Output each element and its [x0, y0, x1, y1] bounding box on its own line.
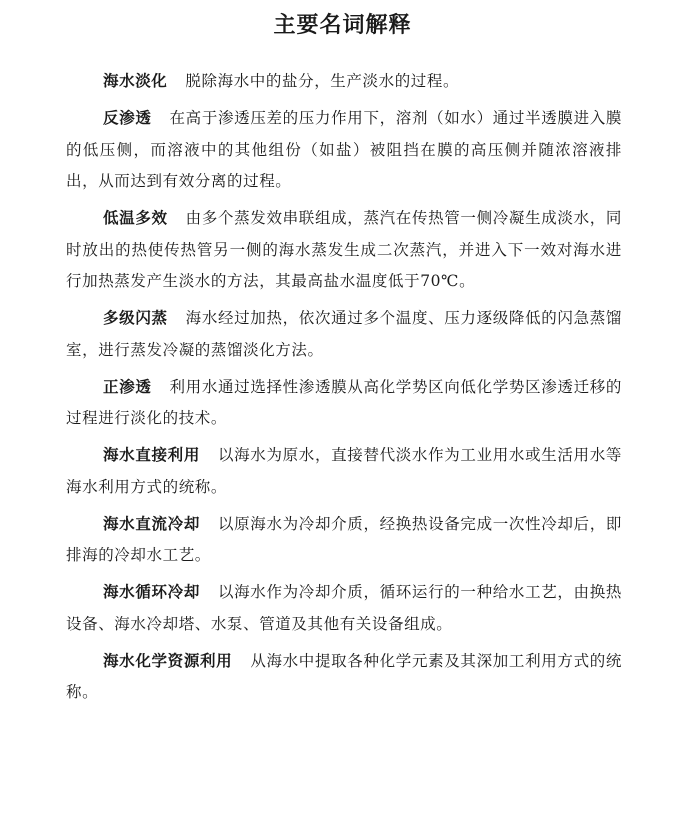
entry-definition: 以海水作为冷却介质，循环运行的一种给水工艺，由换热设备、海水冷却塔、水泵、管道及其他有关设备组成。	[66, 583, 622, 633]
glossary-entry-direct-seawater-use	[66, 440, 622, 503]
page-title: 主要名词解释	[273, 13, 412, 38]
entry-term: 低温多效	[103, 209, 168, 227]
entry-definition: 利用水通过选择性渗透膜从高化学势区向低化学势区渗透迁移的过程进行淡化的技术。	[66, 377, 622, 427]
glossary-entry-circulating-cooling	[66, 577, 622, 640]
entry-term: 海水淡化	[103, 72, 168, 90]
entry-term: 正渗透	[103, 377, 152, 396]
glossary-entry-once-through-cooling	[66, 509, 622, 572]
glossary-entry-reverse-osmosis	[66, 103, 622, 198]
entry-term: 多级闪蒸	[103, 309, 168, 327]
glossary-list	[66, 66, 622, 714]
entry-definition: 以原海水为冷却介质，经换热设备完成一次性冷却后，即排海的冷却水工艺。	[66, 514, 622, 564]
glossary-entry-chemical-resources	[66, 646, 622, 709]
glossary-entry-low-temp-multi-effect	[66, 203, 622, 298]
entry-definition: 海水经过加热，依次通过多个温度、压力逐级降低的闪急蒸馏室，进行蒸发冷凝的蒸馏淡化方法。	[66, 309, 622, 359]
entry-term: 反渗透	[103, 109, 152, 127]
entry-definition: 在高于渗透压差的压力作用下，溶剂（如水）通过半透膜进入膜的低压侧，而溶液中的其他组份（如盐）被阻挡在膜的高压侧并随浓溶液排出，从而达到有效分离的过程。	[66, 109, 622, 190]
entry-term: 海水化学资源利用	[103, 651, 233, 670]
entry-term: 海水直流冷却	[103, 514, 200, 533]
entry-term: 海水直接利用	[103, 446, 200, 464]
entry-definition: 以海水为原水，直接替代淡水作为工业用水或生活用水等海水利用方式的统称。	[66, 446, 622, 496]
glossary-entry-multi-stage-flash	[66, 303, 622, 366]
entry-term: 海水循环冷却	[103, 583, 200, 601]
glossary-entry-desalination	[66, 66, 622, 98]
glossary-entry-forward-osmosis	[66, 372, 622, 435]
entry-definition: 脱除海水中的盐分，生产淡水的过程。	[185, 72, 460, 90]
entry-definition: 从海水中提取各种化学元素及其深加工利用方式的统称。	[66, 651, 622, 701]
entry-definition: 由多个蒸发效串联组成，蒸汽在传热管一侧冷凝生成淡水，同时放出的热使传热管另一侧的海水蒸发生成二次蒸汽，并进入下一效对海水进行加热蒸发产生淡水的方法，其最高盐水温度低于70℃。	[66, 209, 622, 290]
